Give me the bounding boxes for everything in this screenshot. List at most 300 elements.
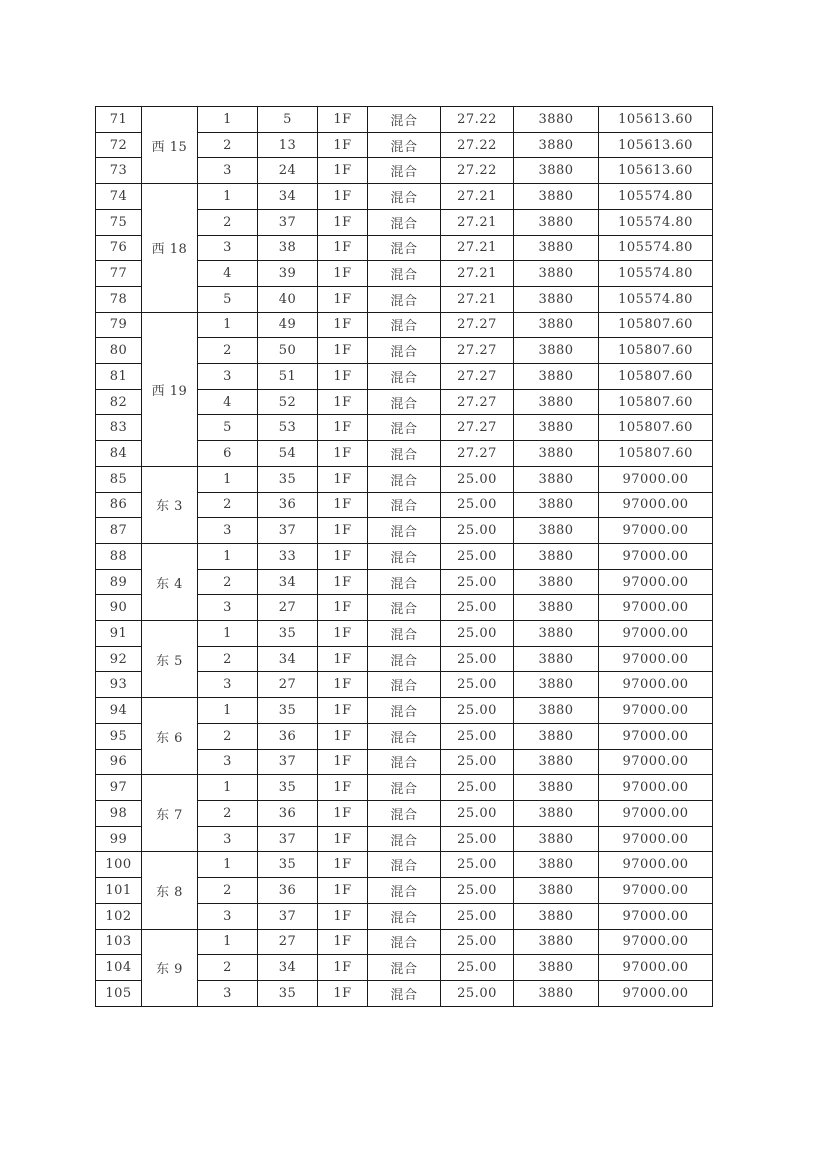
room-number-cell: 34: [258, 955, 318, 981]
room-number-cell: 53: [258, 415, 318, 441]
row-number-cell: 105: [96, 980, 142, 1006]
unit-price-cell: 3880: [514, 723, 599, 749]
total-price-cell: 97000.00: [599, 749, 713, 775]
row-number-cell: 103: [96, 929, 142, 955]
unit-price-cell: 3880: [514, 878, 599, 904]
total-price-cell: 97000.00: [599, 672, 713, 698]
room-number-cell: 51: [258, 364, 318, 390]
area-cell: 25.00: [441, 878, 514, 904]
row-number-cell: 92: [96, 646, 142, 672]
floor-cell: 1F: [318, 132, 368, 158]
structure-cell: 混合: [368, 749, 441, 775]
structure-cell: 混合: [368, 184, 441, 210]
seq-cell: 3: [198, 980, 258, 1006]
seq-cell: 6: [198, 441, 258, 467]
seq-cell: 2: [198, 569, 258, 595]
area-cell: 27.27: [441, 338, 514, 364]
structure-cell: 混合: [368, 672, 441, 698]
structure-cell: 混合: [368, 569, 441, 595]
total-price-cell: 97000.00: [599, 878, 713, 904]
area-cell: 25.00: [441, 569, 514, 595]
total-price-cell: 97000.00: [599, 723, 713, 749]
unit-price-cell: 3880: [514, 209, 599, 235]
row-number-cell: 99: [96, 826, 142, 852]
row-number-cell: 91: [96, 621, 142, 647]
total-price-cell: 97000.00: [599, 646, 713, 672]
structure-cell: 混合: [368, 441, 441, 467]
row-number-cell: 85: [96, 466, 142, 492]
structure-cell: 混合: [368, 826, 441, 852]
unit-price-cell: 3880: [514, 595, 599, 621]
structure-cell: 混合: [368, 466, 441, 492]
floor-cell: 1F: [318, 209, 368, 235]
unit-price-cell: 3880: [514, 364, 599, 390]
area-cell: 27.27: [441, 364, 514, 390]
room-number-cell: 40: [258, 286, 318, 312]
seq-cell: 4: [198, 261, 258, 287]
seq-cell: 2: [198, 338, 258, 364]
floor-cell: 1F: [318, 980, 368, 1006]
structure-cell: 混合: [368, 312, 441, 338]
room-number-cell: 13: [258, 132, 318, 158]
floor-cell: 1F: [318, 595, 368, 621]
room-number-cell: 50: [258, 338, 318, 364]
unit-price-cell: 3880: [514, 466, 599, 492]
unit-price-cell: 3880: [514, 569, 599, 595]
structure-cell: 混合: [368, 878, 441, 904]
unit-price-cell: 3880: [514, 646, 599, 672]
area-cell: 27.22: [441, 158, 514, 184]
row-number-cell: 100: [96, 852, 142, 878]
total-price-cell: 97000.00: [599, 466, 713, 492]
area-cell: 25.00: [441, 646, 514, 672]
room-number-cell: 35: [258, 980, 318, 1006]
floor-cell: 1F: [318, 800, 368, 826]
table-row: [96, 107, 713, 133]
table-row: [96, 929, 713, 955]
seq-cell: 2: [198, 209, 258, 235]
seq-cell: 1: [198, 466, 258, 492]
area-cell: 25.00: [441, 621, 514, 647]
room-number-cell: 27: [258, 929, 318, 955]
row-number-cell: 83: [96, 415, 142, 441]
structure-cell: 混合: [368, 800, 441, 826]
total-price-cell: 97000.00: [599, 569, 713, 595]
unit-price-cell: 3880: [514, 338, 599, 364]
unit-price-cell: 3880: [514, 518, 599, 544]
unit-name-cell: 东 7: [142, 775, 198, 852]
total-price-cell: 97000.00: [599, 698, 713, 724]
room-number-cell: 35: [258, 775, 318, 801]
area-cell: 25.00: [441, 492, 514, 518]
unit-price-cell: 3880: [514, 903, 599, 929]
room-number-cell: 38: [258, 235, 318, 261]
structure-cell: 混合: [368, 621, 441, 647]
room-number-cell: 24: [258, 158, 318, 184]
seq-cell: 5: [198, 415, 258, 441]
row-number-cell: 84: [96, 441, 142, 467]
seq-cell: 3: [198, 672, 258, 698]
total-price-cell: 97000.00: [599, 518, 713, 544]
floor-cell: 1F: [318, 235, 368, 261]
total-price-cell: 97000.00: [599, 826, 713, 852]
area-cell: 25.00: [441, 955, 514, 981]
structure-cell: 混合: [368, 646, 441, 672]
unit-price-cell: 3880: [514, 389, 599, 415]
total-price-cell: 97000.00: [599, 492, 713, 518]
floor-cell: 1F: [318, 621, 368, 647]
row-number-cell: 88: [96, 543, 142, 569]
seq-cell: 3: [198, 518, 258, 544]
row-number-cell: 89: [96, 569, 142, 595]
room-number-cell: 36: [258, 878, 318, 904]
unit-price-cell: 3880: [514, 312, 599, 338]
floor-cell: 1F: [318, 261, 368, 287]
seq-cell: 3: [198, 235, 258, 261]
unit-price-cell: 3880: [514, 441, 599, 467]
floor-cell: 1F: [318, 158, 368, 184]
seq-cell: 1: [198, 312, 258, 338]
total-price-cell: 97000.00: [599, 800, 713, 826]
row-number-cell: 87: [96, 518, 142, 544]
structure-cell: 混合: [368, 543, 441, 569]
floor-cell: 1F: [318, 184, 368, 210]
row-number-cell: 79: [96, 312, 142, 338]
structure-cell: 混合: [368, 929, 441, 955]
area-cell: 27.21: [441, 235, 514, 261]
structure-cell: 混合: [368, 698, 441, 724]
total-price-cell: 105807.60: [599, 312, 713, 338]
unit-price-cell: 3880: [514, 132, 599, 158]
row-number-cell: 93: [96, 672, 142, 698]
row-number-cell: 72: [96, 132, 142, 158]
seq-cell: 2: [198, 955, 258, 981]
floor-cell: 1F: [318, 646, 368, 672]
total-price-cell: 105807.60: [599, 338, 713, 364]
row-number-cell: 97: [96, 775, 142, 801]
seq-cell: 2: [198, 800, 258, 826]
row-number-cell: 96: [96, 749, 142, 775]
seq-cell: 1: [198, 698, 258, 724]
floor-cell: 1F: [318, 749, 368, 775]
room-number-cell: 36: [258, 723, 318, 749]
area-cell: 27.27: [441, 312, 514, 338]
structure-cell: 混合: [368, 235, 441, 261]
structure-cell: 混合: [368, 980, 441, 1006]
floor-cell: 1F: [318, 569, 368, 595]
row-number-cell: 82: [96, 389, 142, 415]
seq-cell: 2: [198, 878, 258, 904]
building-units-table-body: [96, 107, 713, 1007]
floor-cell: 1F: [318, 955, 368, 981]
floor-cell: 1F: [318, 698, 368, 724]
room-number-cell: 33: [258, 543, 318, 569]
seq-cell: 1: [198, 929, 258, 955]
seq-cell: 1: [198, 107, 258, 133]
structure-cell: 混合: [368, 595, 441, 621]
structure-cell: 混合: [368, 389, 441, 415]
row-number-cell: 104: [96, 955, 142, 981]
table-row: [96, 184, 713, 210]
room-number-cell: 49: [258, 312, 318, 338]
unit-price-cell: 3880: [514, 929, 599, 955]
floor-cell: 1F: [318, 338, 368, 364]
area-cell: 27.22: [441, 132, 514, 158]
table-row: [96, 698, 713, 724]
area-cell: 25.00: [441, 543, 514, 569]
total-price-cell: 105613.60: [599, 107, 713, 133]
row-number-cell: 75: [96, 209, 142, 235]
area-cell: 25.00: [441, 518, 514, 544]
total-price-cell: 97000.00: [599, 955, 713, 981]
structure-cell: 混合: [368, 852, 441, 878]
unit-name-cell: 东 4: [142, 543, 198, 620]
room-number-cell: 34: [258, 184, 318, 210]
area-cell: 25.00: [441, 826, 514, 852]
structure-cell: 混合: [368, 209, 441, 235]
structure-cell: 混合: [368, 132, 441, 158]
seq-cell: 1: [198, 184, 258, 210]
total-price-cell: 105807.60: [599, 415, 713, 441]
unit-price-cell: 3880: [514, 107, 599, 133]
total-price-cell: 97000.00: [599, 929, 713, 955]
structure-cell: 混合: [368, 286, 441, 312]
seq-cell: 3: [198, 826, 258, 852]
floor-cell: 1F: [318, 364, 368, 390]
seq-cell: 1: [198, 852, 258, 878]
row-number-cell: 101: [96, 878, 142, 904]
total-price-cell: 105613.60: [599, 158, 713, 184]
seq-cell: 2: [198, 132, 258, 158]
total-price-cell: 97000.00: [599, 543, 713, 569]
structure-cell: 混合: [368, 364, 441, 390]
row-number-cell: 95: [96, 723, 142, 749]
area-cell: 27.27: [441, 441, 514, 467]
total-price-cell: 97000.00: [599, 852, 713, 878]
floor-cell: 1F: [318, 543, 368, 569]
unit-name-cell: 东 3: [142, 466, 198, 543]
area-cell: 25.00: [441, 775, 514, 801]
row-number-cell: 76: [96, 235, 142, 261]
area-cell: 27.21: [441, 286, 514, 312]
unit-name-cell: 西 18: [142, 184, 198, 313]
seq-cell: 3: [198, 158, 258, 184]
unit-price-cell: 3880: [514, 800, 599, 826]
row-number-cell: 90: [96, 595, 142, 621]
total-price-cell: 97000.00: [599, 595, 713, 621]
structure-cell: 混合: [368, 261, 441, 287]
unit-price-cell: 3880: [514, 492, 599, 518]
total-price-cell: 105807.60: [599, 441, 713, 467]
area-cell: 25.00: [441, 903, 514, 929]
floor-cell: 1F: [318, 878, 368, 904]
room-number-cell: 34: [258, 569, 318, 595]
unit-price-cell: 3880: [514, 184, 599, 210]
seq-cell: 5: [198, 286, 258, 312]
area-cell: 27.21: [441, 261, 514, 287]
unit-price-cell: 3880: [514, 415, 599, 441]
unit-name-cell: 东 5: [142, 621, 198, 698]
row-number-cell: 86: [96, 492, 142, 518]
floor-cell: 1F: [318, 929, 368, 955]
seq-cell: 3: [198, 749, 258, 775]
seq-cell: 3: [198, 364, 258, 390]
table-row: [96, 466, 713, 492]
total-price-cell: 97000.00: [599, 903, 713, 929]
seq-cell: 3: [198, 903, 258, 929]
structure-cell: 混合: [368, 955, 441, 981]
seq-cell: 4: [198, 389, 258, 415]
row-number-cell: 74: [96, 184, 142, 210]
unit-price-cell: 3880: [514, 158, 599, 184]
unit-name-cell: 西 19: [142, 312, 198, 466]
floor-cell: 1F: [318, 492, 368, 518]
room-number-cell: 37: [258, 749, 318, 775]
unit-price-cell: 3880: [514, 621, 599, 647]
seq-cell: 2: [198, 492, 258, 518]
area-cell: 27.21: [441, 209, 514, 235]
room-number-cell: 37: [258, 209, 318, 235]
structure-cell: 混合: [368, 723, 441, 749]
area-cell: 25.00: [441, 698, 514, 724]
row-number-cell: 71: [96, 107, 142, 133]
room-number-cell: 5: [258, 107, 318, 133]
seq-cell: 3: [198, 595, 258, 621]
structure-cell: 混合: [368, 107, 441, 133]
table-row: [96, 621, 713, 647]
unit-price-cell: 3880: [514, 775, 599, 801]
row-number-cell: 102: [96, 903, 142, 929]
floor-cell: 1F: [318, 903, 368, 929]
room-number-cell: 35: [258, 466, 318, 492]
unit-price-cell: 3880: [514, 286, 599, 312]
room-number-cell: 35: [258, 698, 318, 724]
unit-price-cell: 3880: [514, 543, 599, 569]
total-price-cell: 105574.80: [599, 261, 713, 287]
unit-price-cell: 3880: [514, 826, 599, 852]
area-cell: 25.00: [441, 466, 514, 492]
room-number-cell: 52: [258, 389, 318, 415]
area-cell: 27.27: [441, 389, 514, 415]
area-cell: 25.00: [441, 852, 514, 878]
area-cell: 25.00: [441, 723, 514, 749]
room-number-cell: 39: [258, 261, 318, 287]
total-price-cell: 97000.00: [599, 980, 713, 1006]
unit-price-cell: 3880: [514, 852, 599, 878]
unit-price-cell: 3880: [514, 235, 599, 261]
total-price-cell: 105574.80: [599, 235, 713, 261]
floor-cell: 1F: [318, 852, 368, 878]
total-price-cell: 105574.80: [599, 286, 713, 312]
total-price-cell: 105574.80: [599, 209, 713, 235]
unit-price-cell: 3880: [514, 980, 599, 1006]
total-price-cell: 97000.00: [599, 621, 713, 647]
floor-cell: 1F: [318, 518, 368, 544]
unit-price-cell: 3880: [514, 698, 599, 724]
row-number-cell: 80: [96, 338, 142, 364]
area-cell: 25.00: [441, 800, 514, 826]
unit-name-cell: 东 6: [142, 698, 198, 775]
room-number-cell: 35: [258, 852, 318, 878]
floor-cell: 1F: [318, 775, 368, 801]
floor-cell: 1F: [318, 389, 368, 415]
row-number-cell: 94: [96, 698, 142, 724]
area-cell: 25.00: [441, 595, 514, 621]
floor-cell: 1F: [318, 723, 368, 749]
table-row: [96, 852, 713, 878]
room-number-cell: 34: [258, 646, 318, 672]
floor-cell: 1F: [318, 312, 368, 338]
table-row: [96, 312, 713, 338]
row-number-cell: 98: [96, 800, 142, 826]
row-number-cell: 77: [96, 261, 142, 287]
area-cell: 25.00: [441, 749, 514, 775]
total-price-cell: 105807.60: [599, 389, 713, 415]
unit-price-cell: 3880: [514, 261, 599, 287]
floor-cell: 1F: [318, 466, 368, 492]
building-units-table: [95, 106, 713, 1007]
seq-cell: 1: [198, 543, 258, 569]
room-number-cell: 54: [258, 441, 318, 467]
structure-cell: 混合: [368, 518, 441, 544]
room-number-cell: 37: [258, 518, 318, 544]
total-price-cell: 97000.00: [599, 775, 713, 801]
structure-cell: 混合: [368, 338, 441, 364]
seq-cell: 1: [198, 775, 258, 801]
area-cell: 25.00: [441, 980, 514, 1006]
row-number-cell: 81: [96, 364, 142, 390]
room-number-cell: 36: [258, 800, 318, 826]
total-price-cell: 105807.60: [599, 364, 713, 390]
structure-cell: 混合: [368, 903, 441, 929]
unit-name-cell: 东 9: [142, 929, 198, 1006]
table-row: [96, 775, 713, 801]
room-number-cell: 27: [258, 595, 318, 621]
unit-price-cell: 3880: [514, 749, 599, 775]
floor-cell: 1F: [318, 286, 368, 312]
room-number-cell: 35: [258, 621, 318, 647]
unit-price-cell: 3880: [514, 955, 599, 981]
floor-cell: 1F: [318, 826, 368, 852]
unit-price-cell: 3880: [514, 672, 599, 698]
room-number-cell: 36: [258, 492, 318, 518]
structure-cell: 混合: [368, 492, 441, 518]
floor-cell: 1F: [318, 672, 368, 698]
room-number-cell: 27: [258, 672, 318, 698]
floor-cell: 1F: [318, 441, 368, 467]
seq-cell: 2: [198, 723, 258, 749]
unit-name-cell: 西 15: [142, 107, 198, 184]
row-number-cell: 78: [96, 286, 142, 312]
area-cell: 25.00: [441, 929, 514, 955]
total-price-cell: 105613.60: [599, 132, 713, 158]
floor-cell: 1F: [318, 415, 368, 441]
total-price-cell: 105574.80: [599, 184, 713, 210]
structure-cell: 混合: [368, 415, 441, 441]
room-number-cell: 37: [258, 826, 318, 852]
row-number-cell: 73: [96, 158, 142, 184]
area-cell: 27.22: [441, 107, 514, 133]
structure-cell: 混合: [368, 158, 441, 184]
unit-name-cell: 东 8: [142, 852, 198, 929]
area-cell: 25.00: [441, 672, 514, 698]
seq-cell: 1: [198, 621, 258, 647]
table-row: [96, 543, 713, 569]
floor-cell: 1F: [318, 107, 368, 133]
area-cell: 27.27: [441, 415, 514, 441]
seq-cell: 2: [198, 646, 258, 672]
room-number-cell: 37: [258, 903, 318, 929]
